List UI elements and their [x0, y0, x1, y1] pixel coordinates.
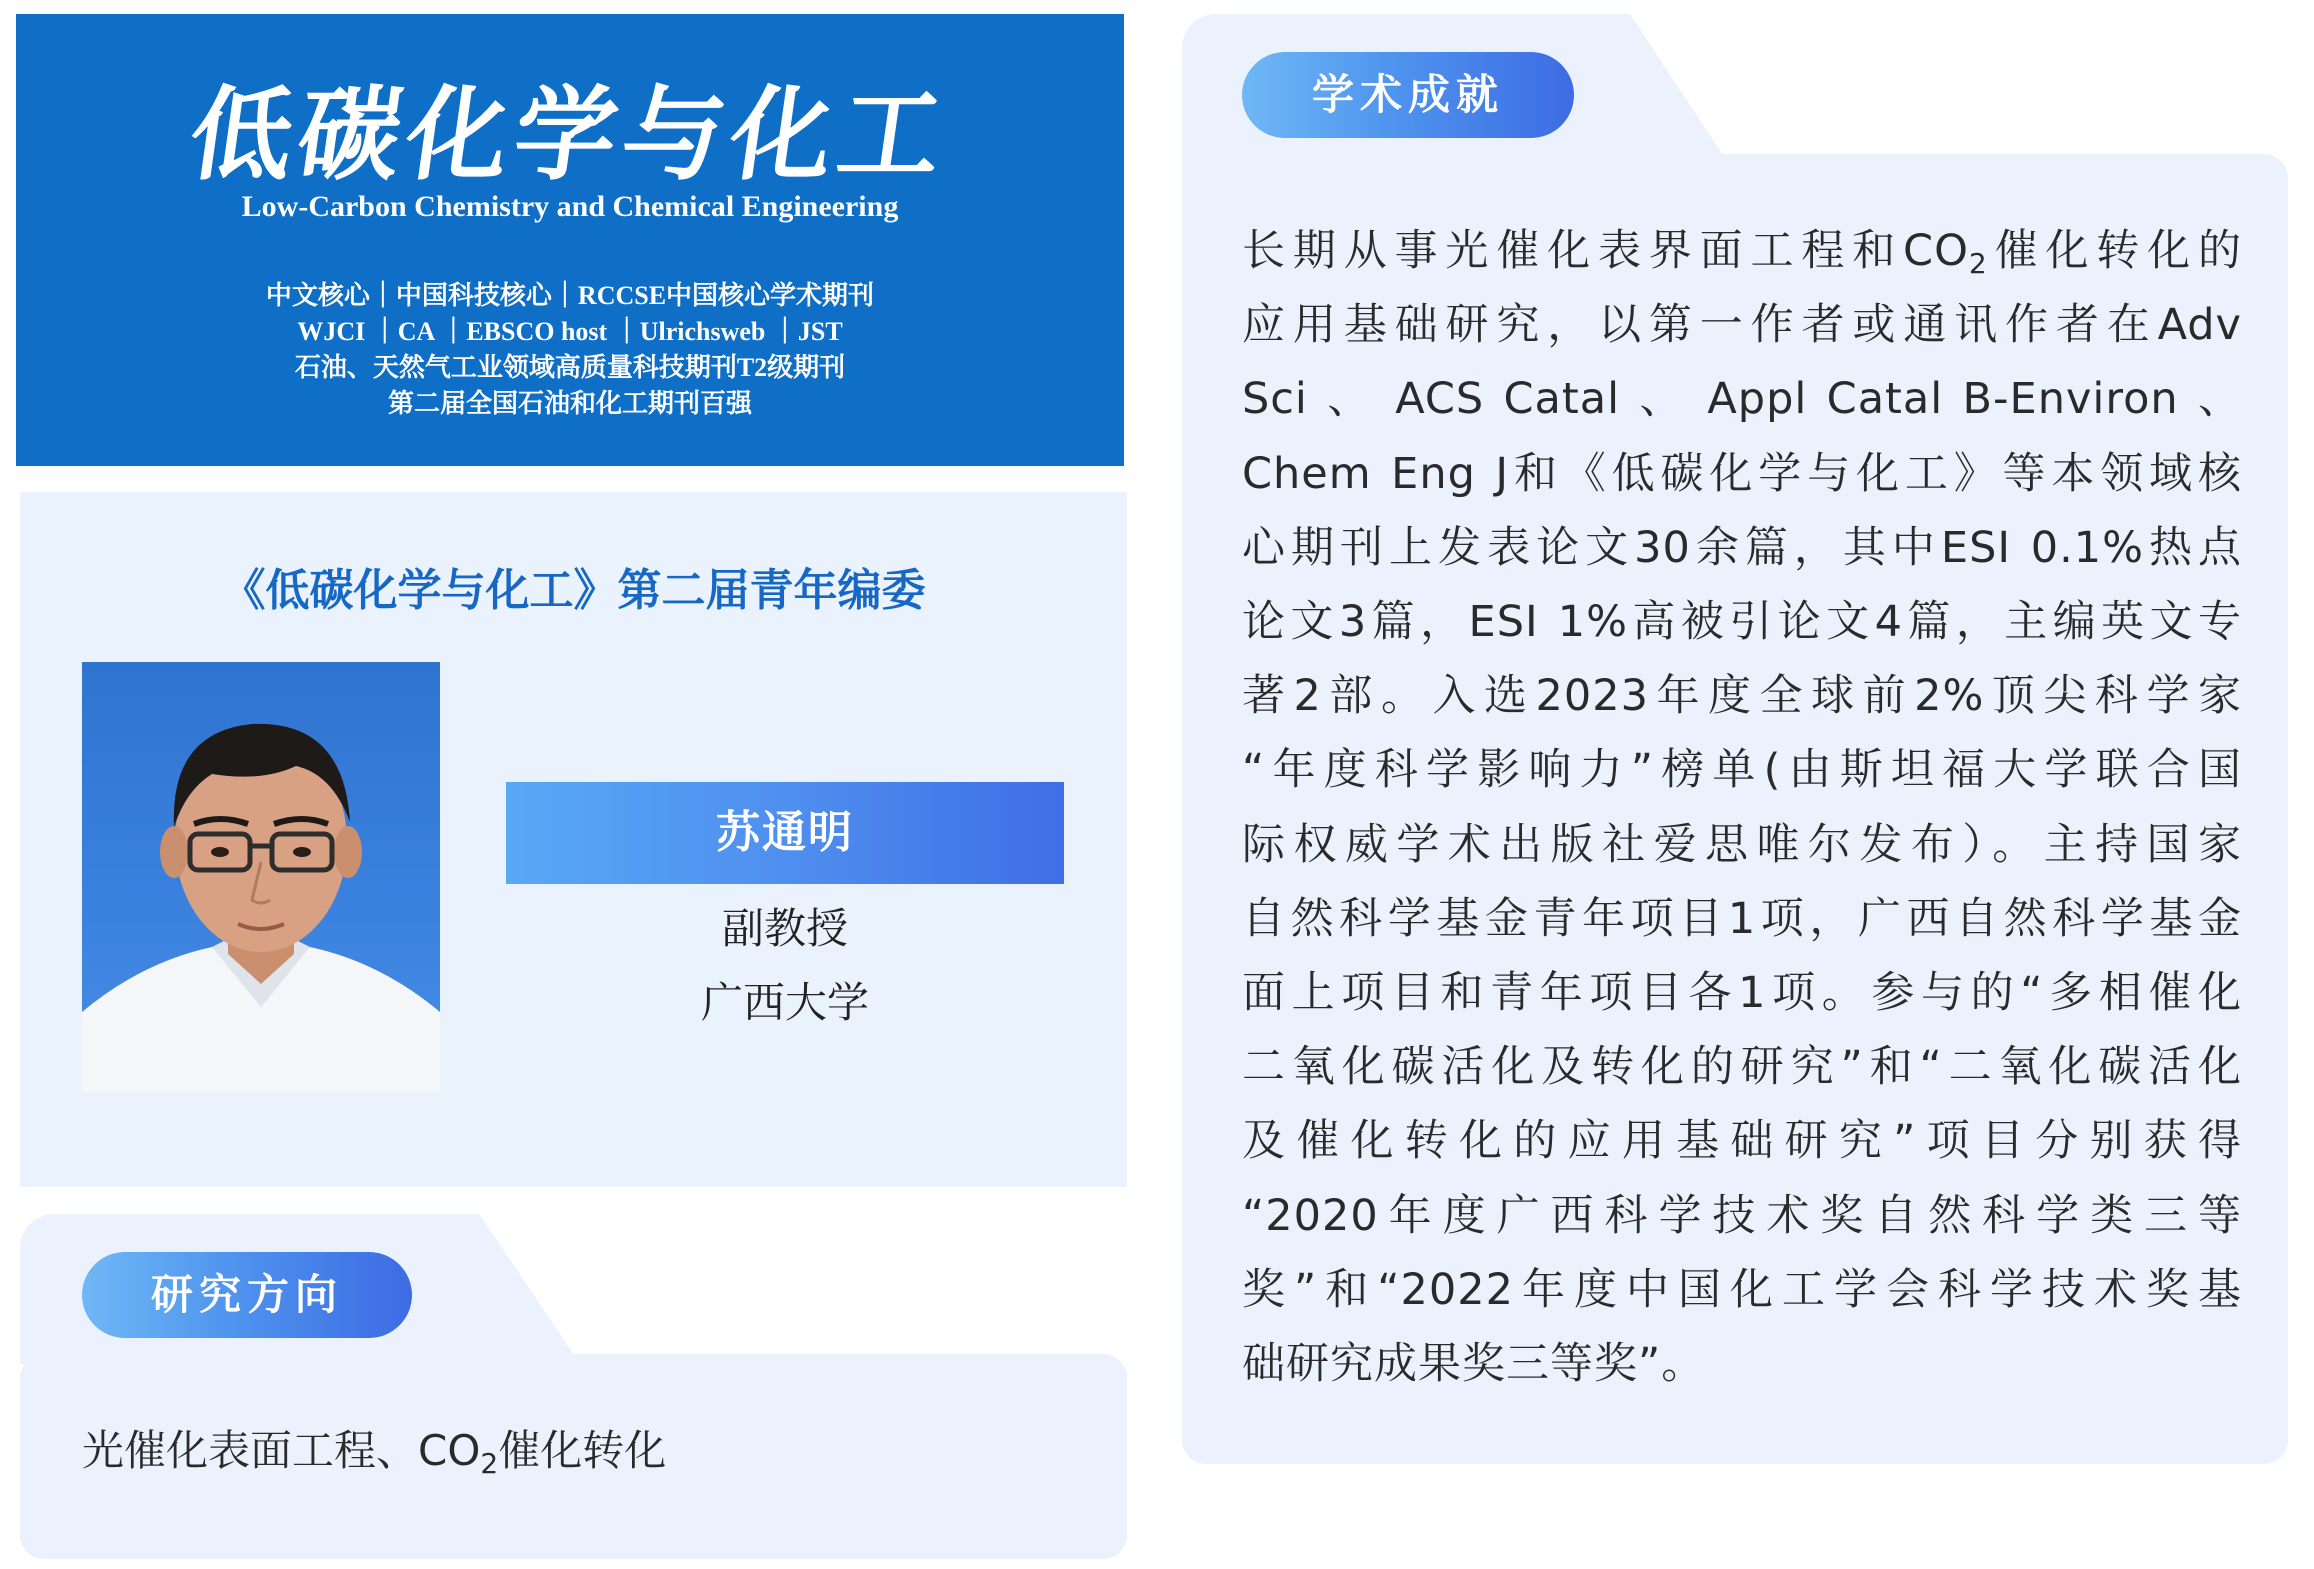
journal-indexing-list: [16, 278, 1124, 422]
achievements-line: 奖”和“2022年度中国化工学会科学技术奖基: [1242, 1264, 2242, 1315]
journal-banner: [16, 14, 1124, 466]
achievements-line: 际权威学术出版社爱思唯尔发布）。主持国家: [1242, 819, 2242, 870]
journal-title: 低碳化学与化工: [182, 75, 956, 195]
achievements-line: 及催化转化的应用基础研究”项目分别获得: [1242, 1116, 2242, 1167]
achievements-line: 自然科学基金青年项目1项，广西自然科学基金: [1242, 893, 2242, 944]
achievements-line: Sci 、 ACS Catal 、 Appl Catal B-Environ 、: [1242, 374, 2242, 425]
academic-achievements-label: 学术成就: [1242, 52, 1574, 138]
achievements-line: 应用基础研究，以第一作者或通讯作者在Adv: [1242, 300, 2242, 351]
person-organization: 广西大学: [700, 978, 869, 1027]
journal-indexing-line: 石油、天然气工业领域高质量科技期刊T2级期刊: [294, 353, 846, 382]
achievements-text: [1242, 214, 2242, 1401]
achievements-line: “2020年度广西科学技术奖自然科学类三等: [1242, 1190, 2242, 1241]
achievements-line: 著2部。入选2023年度全球前2%顶尖科学家: [1242, 671, 2242, 722]
research-direction-label: 研究方向: [82, 1252, 412, 1338]
achievements-line: 长期从事光催化表界面工程和$CO_2$催化转化的: [1242, 226, 2242, 280]
research-direction-panel: [20, 1214, 1127, 1559]
journal-subtitle: Low-Carbon Chemistry and Chemical Engineering: [241, 190, 899, 223]
journal-indexing-line: 中文核心｜中国科技核心｜RCCSE中国核心学术期刊: [265, 281, 875, 310]
journal-indexing-line: 第二届全国石油和化工期刊百强: [387, 389, 752, 418]
editorial-board-title: 《低碳化学与化工》第二届青年编委: [221, 565, 926, 616]
research-direction-text: 光催化表面工程、$CO_2$催化转化: [82, 1426, 667, 1480]
achievements-line: 论文3篇，ESI 1%高被引论文4篇，主编英文专: [1242, 597, 2242, 648]
achievements-line: 二氧化碳活化及转化的研究”和“二氧化碳活化: [1242, 1042, 2242, 1093]
achievements-line: 面上项目和青年项目各1项。参与的“多相催化: [1242, 968, 2242, 1019]
achievements-line: Chem Eng J和《低碳化学与化工》等本领域核: [1242, 448, 2242, 499]
journal-indexing-line: WJCI ｜CA ｜EBSCO host ｜Ulrichsweb ｜JST: [297, 317, 843, 346]
person-icon: [82, 662, 440, 1092]
person-name: 苏通明: [506, 782, 1064, 884]
achievements-line: 心期刊上发表论文30余篇，其中ESI 0.1%热点: [1242, 522, 2242, 573]
portrait-photo: [82, 662, 440, 1092]
profile-card: [20, 492, 1127, 1187]
achievements-line: “年度科学影响力”榜单(由斯坦福大学联合国: [1242, 745, 2242, 796]
academic-achievements-panel: [1182, 14, 2288, 1464]
person-position: 副教授: [721, 904, 848, 953]
achievements-line: 础研究成果奖三等奖”。: [1242, 1339, 1706, 1390]
